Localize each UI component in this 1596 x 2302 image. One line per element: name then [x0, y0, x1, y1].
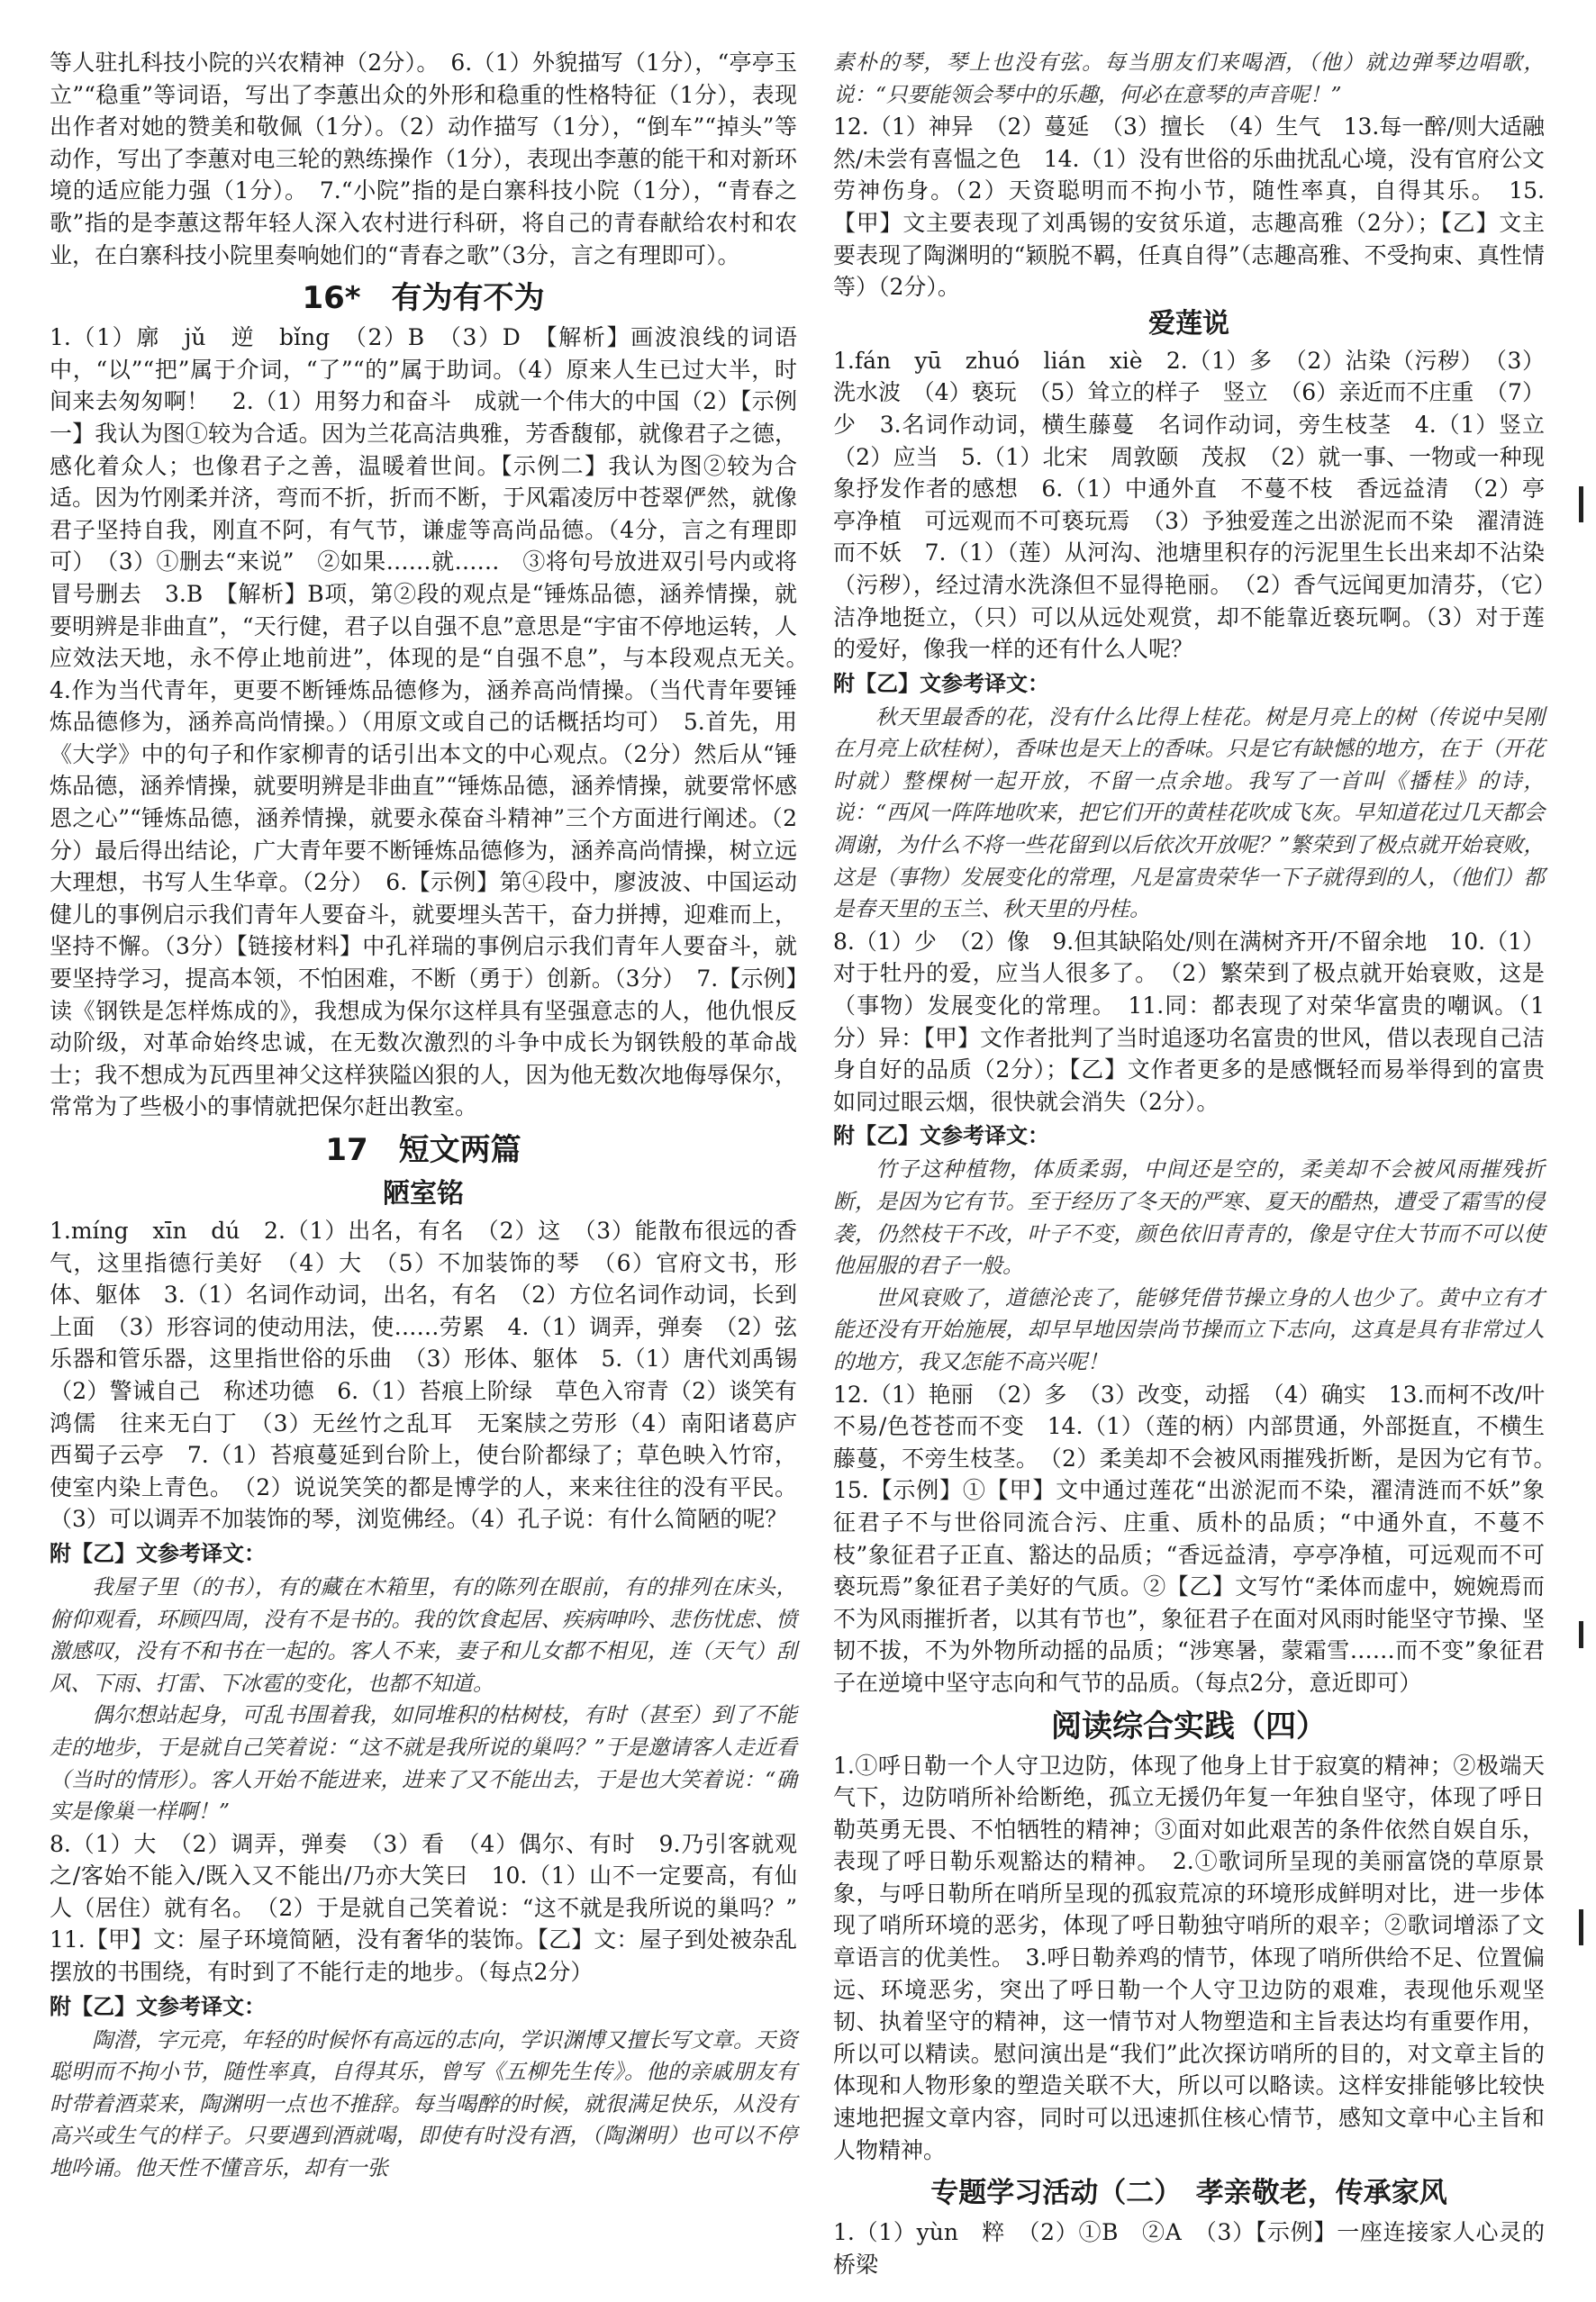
right-column [833, 47, 1568, 2280]
section-17-subtitle: 陋室铭 [383, 1178, 464, 1210]
ailian-answers-3: 12.（1）艳丽 （2）多 （3）改变，动摇 （4）确实 13.而柯不改/叶不易/色苍苍而不变 14.（1）（莲的柄）内部贯通，外部挺直，不横生藤蔓，不旁生枝茎。 （2）柔美却不会被风雨摧残折断，是因为它有节。 15.【示例】①【甲】文中通过莲花“出淤泥而不染，濯清涟而不妖”象征君子不与世俗同流合污、庄重、质朴的品质；“中通外直，不蔓不枝”象征君子正直、豁达的品质；“香远益清，亭亭净植，可远观而不可亵玩焉”象征君子美好的气质。②【乙】文写竹“柔体而虚中，婉婉焉而不为风雨摧折者，以其有节也”，象征君子在面对风雨时能坚守节操、坚韧不拔，不为外物所动摇的品质；“涉寒暑，蒙霜雪……而不变”象征君子在逆境中坚守志向和气节的品质。（每点2分，意近即可） [833, 1381, 1568, 1696]
section-16-title: 16* 有为有不为 [302, 280, 545, 317]
answers-12-15: 12.（1）神异 （2）蔓延 （3）擅长 （4）生气 13.每一醉/则大适融然/未尝有喜愠之色 14.（1）没有世俗的乐曲扰乱心境，没有官府公文劳神伤身。（2）天资聪明而不拘小节，随性率真，自得其乐。 15.【甲】文主要表现了刘禹锡的安贫乐道，志趣高雅（2分）；【乙】文主要表现了陶渊明的“颖脱不羁，任真自得”（志趣高雅、不受拘束、真性情等）（2分）。 [833, 113, 1545, 301]
edge-mark [1579, 486, 1583, 522]
left-intro-text: 等人驻扎科技小院的兴农精神（2分）。 6.（1）外貌描写（1分），“亭亭玉立”“稳重”等词语，写出了李蕙出众的外形和稳重的性格特征（1分），表现出作者对她的赞美和敬佩（1分）。（2）动作描写（1分），“倒车”“掉头”等动作，写出了李蕙对电三轮的熟练操作（1分），表现出李蕙的能干和对新环境的适应能力强（1分）。 7.“小院”指的是白寨科技小院（1分），“青春之歌”指的是李蕙这帮年轻人深入农村进行科研，将自己的青春献给农村和农业，在白寨科技小院里奏响她们的“青春之歌”（3分，言之有理即可）。 [50, 50, 797, 268]
ailian-answers: 1.fán yū zhuó lián xiè 2.（1）多 （2）沾染（污秽） （3）洗水波 （4）亵玩 （5）耸立的样子 竖立 （6）亲近而不庄重 （7）少 3.名词作动词，横生藤蔓 名词作动词，旁生枝茎 4.（1）竖立（2）应当 5.（1）北宋 周敦颐 茂叔 （2）就一事、一物或一种现象抒发作者的感想 6.（1）中通外直 不蔓不枝 香远益清 （2）亭亭净植 可远观而不可亵玩焉 （3）予独爱莲之出淤泥而不染 濯清涟而不妖 7.（1）（莲）从河沟、池塘里积存的污泥里生长出来却不沾染（污秽），经过清水洗涤但不显得艳丽。 （2）香气远闻更加清芬，（它）洁净地挺立，（只）可以从远处观赏，却不能靠近亵玩啊。（3）对于莲的爱好，像我一样的还有什么人呢？ [833, 347, 1545, 663]
translation-heading: 附【乙】文参考译文： [50, 1993, 266, 2019]
translation-paragraph: 竹子这种植物，体质柔弱，中间还是空的，柔美却不会被风雨摧残折断，是因为它有节。至于经历了冬天的严寒、夏天的酷热，遭受了霜雪的侵袭，仍然枝干不改，叶子不变，颜色依旧青青的，像是守住大节而不可以使他屈服的君子一般。 [833, 1156, 1545, 1279]
translation-heading: 附【乙】文参考译文： [833, 1123, 1049, 1149]
reading-practice-title: 阅读综合实践（四） [1051, 1708, 1327, 1745]
translation-heading: 附【乙】文参考译文： [50, 1540, 266, 1566]
ailian-subtitle: 爱莲说 [1148, 307, 1229, 340]
translation-heading: 附【乙】文参考译文： [833, 670, 1049, 696]
left-column [50, 47, 821, 2185]
reading-practice-answers: 1.①呼日勒一个人守卫边防，体现了他身上甘于寂寞的精神；②极端天气下，边防哨所补给断绝，孤立无援仍年复一年独自坚守，体现了呼日勒英勇无畏、不怕牺牲的精神；③面对如此艰苦的条件依然自娱自乐，表现了呼日勒乐观豁达的精神。 2.①歌词所呈现的美丽富饶的草原景象，与呼日勒所在哨所呈现的孤寂荒凉的环境形成鲜明对比，进一步体现了哨所环境的恶劣，体现了呼日勒独守哨所的艰辛；②歌词增添了文章语言的优美性。 3.呼日勒养鸡的情节，体现了哨所供给不足、位置偏远、环境恶劣，突出了呼日勒一个人守卫边防的艰难，表现他乐观坚韧、执着坚守的精神，这一情节对人物塑造和主旨表达均有重要作用，所以可以精读。慰问演出是“我们”此次探访哨所的目的，对文章主旨的体现和人物形象的塑造关联不大，所以可以略读。这样安排能够比较快速地把握文章内容，同时可以迅速抓住核心情节，感知文章中心主旨和人物精神。 [833, 1752, 1545, 2163]
section-17-answers: 1.míng xīn dú 2.（1）出名，有名 （2）这 （3）能散布很远的香气，这里指德行美好 （4）大 （5）不加装饰的琴 （6）官府文书，形体、躯体 3.（1）名词作动词，出名，有名 （2）方位名词作动词，长到上面 （3）形容词的使动用法，使……劳累 4.（1）调弄，弹奏 （2）弦乐器和管乐器，这里指世俗的乐曲 （3）形体、躯体 5.（1）唐代刘禹锡 （2）警诫自己 称述功德 6.（1）苔痕上阶绿 草色入帘青（2）谈笑有鸿儒 往来无白丁 （3）无丝竹之乱耳 无案牍之劳形（4）南阳诸葛庐 西蜀子云亭 7.（1）苔痕蔓延到台阶上，使台阶都绿了；草色映入竹帘，使室内染上青色。 （2）说说笑笑的都是博学的人，来来往往的没有平民。（3）可以调弄不加装饰的琴，浏览佛经。（4）孔子说：有什么简陋的呢？ [50, 1218, 821, 1533]
section-17-answers-2: 8.（1）大 （2）调弄，弹奏 （3）看 （4）偶尔、有时 9.乃引客就观之/客始不能入/既入又不能出/乃亦大笑曰 10.（1）山不一定要高，有仙人（居住）就有名。 （2）于是就自己笑着说：“这不就是我所说的巢吗？” 11.【甲】文：屋子环境简陋，没有奢华的装饰。【乙】文：屋子到处被杂乱摆放的书围绕，有时到了不能行走的地步。（每点2分） [50, 1830, 821, 1986]
ailian-answers-2: 8.（1）少 （2）像 9.但其缺陷处/则在满树齐开/不留余地 10.（1）对于牡丹的爱，应当人很多了。 （2）繁荣到了极点就开始衰败，这是（事物）发展变化的常理。 11.同：都表现了对荣华富贵的嘲讽。（1分）异：【甲】文作者批判了当时追逐功名富贵的世风，借以表现自己洁身自好的品质（2分）；【乙】文作者更多的是感慨轻而易举得到的富贵如同过眼云烟，很快就会消失（2分）。 [833, 928, 1545, 1115]
section-16-answers: 1.（1）廓 jǔ 逆 bǐng （2）B （3）D 【解析】画波浪线的词语中，“以”“把”属于介词，“了”“的”属于助词。（4）原来人生已过大半，时间来去匆匆啊！ 2.（1）用努力和奋斗 成就一个伟大的中国（2）【示例一】我认为图①较为合适。因为兰花高洁典雅，芳香馥郁，就像君子之德，感化着众人；也像君子之善，温暖着世间。【示例二】我认为图②较为合适。因为竹刚柔并济，弯而不折，折而不断，于风霜凌厉中苍翠俨然，就像君子坚持自我，刚直不阿，有气节，谦虚等高尚品德。（4分，言之有理即可） （3）①删去“来说” ②如果……就…… ③将句号放进双引号内或将冒号删去 3.B 【解析】B项，第②段的观点是“锤炼品德，涵养情操，就要明辨是非曲直”，“天行健，君子以自强不息”意思是“宇宙不停地运转，人应效法天地，永不停止地前进”，体现的是“自强不息”，与本段观点无关。 4.作为当代青年，更要不断锤炼品德修为，涵养高尚情操。（当代青年要锤炼品德修为，涵养高尚情操。）（用原文或自己的话概括均可） 5.首先，用《大学》中的句子和作家柳青的话引出本文的中心观点。（2分）然后从“锤炼品德，涵养情操，就要明辨是非曲直”“锤炼品德，涵养情操，就要常怀感恩之心”“锤炼品德，涵养情操，就要永葆奋斗精神”三个方面进行阐述。（2分）最后得出结论，广大青年要不断锤炼品德修为，涵养高尚情操，树立远大理想，书写人生华章。（2分） 6.【示例】第④段中，廖波波、中国运动健儿的事例启示我们青年人要奋斗，就要埋头苦干，奋力拼搏，迎难而上，坚持不懈。（3分）【链接材料】中孔祥瑞的事例启示我们青年人要奋斗，就要坚持学习，提高本领，不怕困难，不断（勇于）创新。（3分） 7.【示例】读《钢铁是怎样炼成的》，我想成为保尔这样具有坚强意志的人，他仇恨反动阶级，对革命始终忠诚，在无数次激烈的斗争中成长为钢铁般的革命战士；我不想成为瓦西里神父这样狭隘凶狠的人，因为他无数次地侮辱保尔，常常为了些极小的事情就把保尔赶出教室。 [50, 324, 821, 1120]
section-17-title: 17 短文两篇 [325, 1132, 521, 1168]
translation-paragraph: 偶尔想站起身，可乱书围着我，如同堆积的枯树枝，有时（甚至）到了不能走的地步，于是就自己笑着说：“这不就是我所说的巢吗？”于是邀请客人走近看（当时的情形）。客人开始不能进来，进来了又不能出去，于是也大笑着说：“确实是像巢一样啊！” [50, 1702, 797, 1825]
edge-mark [1579, 1621, 1583, 1648]
project-activity-title: 专题学习活动（二） 孝亲敬老，传承家风 [930, 2177, 1447, 2210]
project-activity-answers: 1.（1）yùn 粹 （2）①B ②A （3）【示例】一座连接家人心灵的桥梁 [833, 2219, 1545, 2278]
translation-paragraph: 我屋子里（的书），有的藏在木箱里，有的陈列在眼前，有的排列在床头，俯仰观看，环顾四周，没有不是书的。我的饮食起居、疾病呻吟、悲伤忧虑、愤激感叹，没有不和书在一起的。客人不来，妻子和儿女都不相见，连（天气）刮风、下雨、打雷、下冰雹的变化，也都不知道。 [50, 1573, 797, 1696]
edge-mark [1579, 1909, 1583, 1945]
translation-paragraph: 世风衰败了，道德沦丧了，能够凭借节操立身的人也少了。黄中立有才能还没有开始施展，却早早地因崇尚节操而立下志向，这真是具有非常过人的地方，我又怎能不高兴呢！ [833, 1284, 1545, 1374]
translation-paragraph: 秋天里最香的花，没有什么比得上桂花。树是月亮上的树（传说中吴刚在月亮上砍桂树），香味也是天上的香味。只是它有缺憾的地方，在于（开花时就）整棵树一起开放，不留一点余地。我写了一首叫《播桂》的诗，说：“西风一阵阵地吹来，把它们开的黄桂花吹成飞灰。早知道花过几天都会凋谢，为什么不将一些花留到以后依次开放呢？”繁荣到了极点就开始衰败，这是（事物）发展变化的常理，凡是富贵荣华一下子就得到的人，（他们）都是春天里的玉兰、秋天里的丹桂。 [833, 703, 1545, 922]
translation-paragraph: 陶潜，字元亮，年轻的时候怀有高远的志向，学识渊博又擅长写文章。天资聪明而不拘小节，随性率真，自得其乐，曾写《五柳先生传》。他的亲戚朋友有时带着酒菜来，陶渊明一点也不推辞。每当喝醉的时候，就很满足快乐，从没有高兴或生气的样子。只要遇到酒就喝，即使有时没有酒，（陶渊明）也可以不停地吟诵。他天性不懂音乐，却有一张 [50, 2026, 797, 2181]
translation-paragraph: 素朴的琴，琴上也没有弦。每当朋友们来喝酒，（他）就边弹琴边唱歌，说：“只要能领会琴中的乐趣，何必在意琴的声音呢！” [833, 50, 1545, 107]
